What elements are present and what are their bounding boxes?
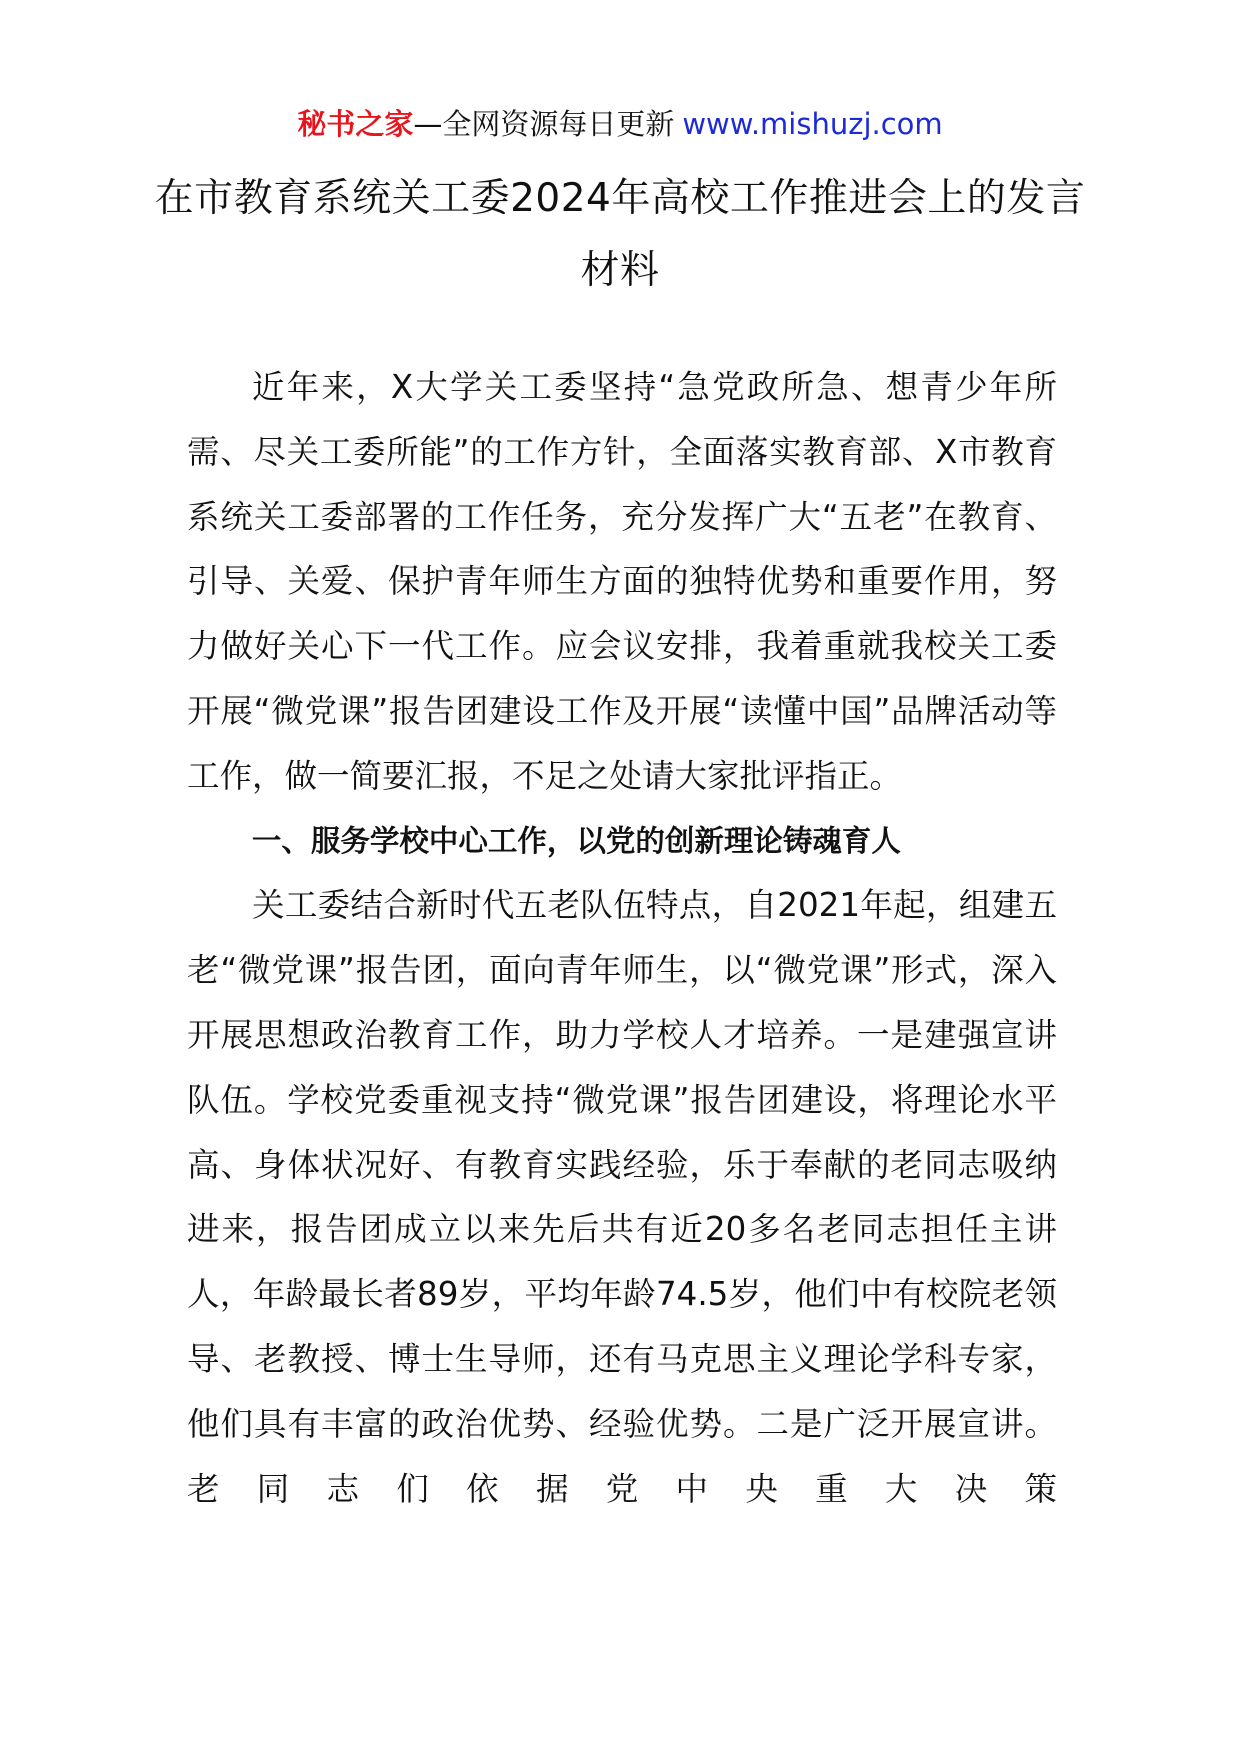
brand-name: 秘书之家 [297, 107, 414, 141]
site-link[interactable]: www.mishuzj.com [682, 107, 943, 141]
document-body [187, 355, 1057, 1521]
watermark-header [0, 104, 1240, 144]
body-paragraph: 关工委结合新时代五老队伍特点，自2021年起，组建五老“微党课”报告团，面向青年师生，以“微党课”形式，深入开展思想政治教育工作，助力学校人才培养。一是建强宣讲队伍。学校党委重视支持“微党课”报告团建设，将理论水平高、身体状况好、有教育实践经验，乐于奉献的老同志吸纳进来，报告团成立以来先后共有近20多名老同志担任主讲人，年龄最长者89岁，平均年龄74.5岁，他们中有校院老领导、老教授、博士生导师，还有马克思主义理论学科专家，他们具有丰富的政治优势、经验优势。二是广泛开展宣讲。老同志们依据党中央重大决策 [187, 886, 1057, 1508]
header-tagline: —全网资源每日更新 [413, 107, 675, 141]
section-heading: 一、服务学校中心工作，以党的创新理论铸魂育人 [251, 822, 901, 858]
document-title: 在市教育系统关工委2024年高校工作推进会上的发言材料 [154, 176, 1086, 293]
intro-paragraph: 近年来，X大学关工委坚持“急党政所急、想青少年所需、尽关工委所能”的工作方针，全面落实教育部、X市教育系统关工委部署的工作任务，充分发挥广大“五老”在教育、引导、关爱、保护青年师生方面的独特优势和重要作用，努力做好关心下一代工作。应会议安排，我着重就我校关工委开展“微党课”报告团建设工作及开展“读懂中国”品牌活动等工作，做一简要汇报，不足之处请大家批评指正。 [187, 368, 1057, 795]
